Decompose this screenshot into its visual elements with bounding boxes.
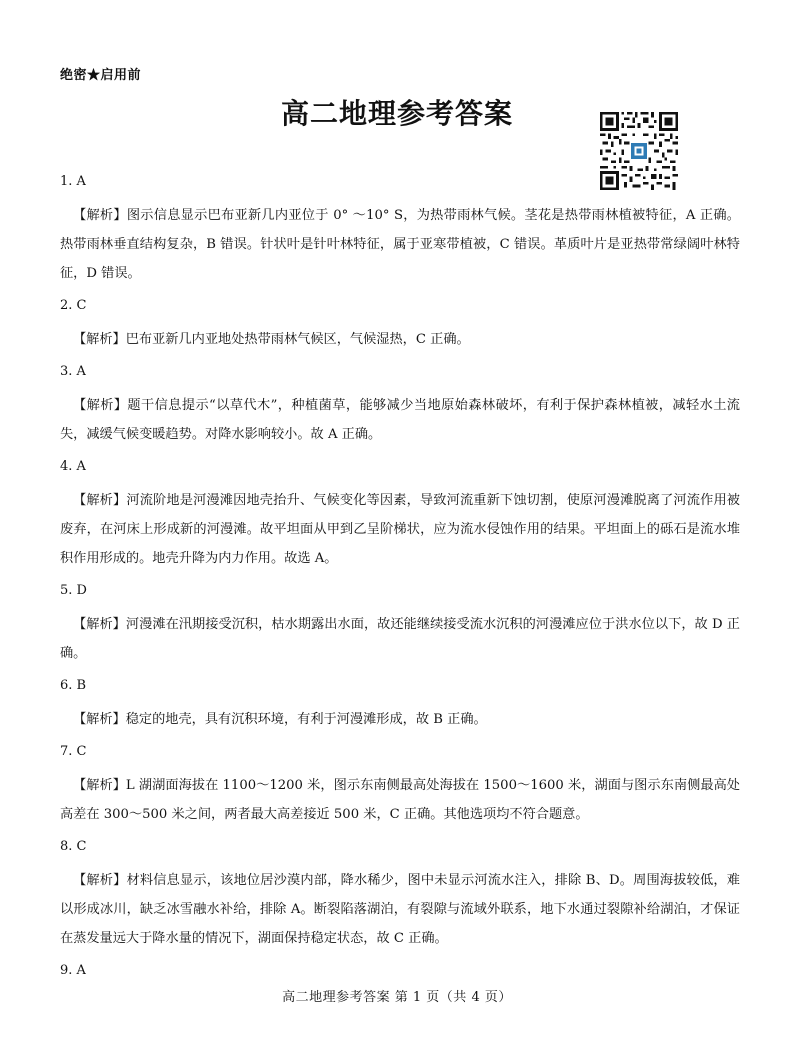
question-number-6: 6. B [60,678,87,693]
analysis-3: 【解析】题干信息提示“以草代木”，种植菌草，能够减少当地原始森林破坏，有利于保护森林植被，减轻水土流失，减缓气候变暖趋势。对降水影响较小。故 A 正确。 [60,398,740,442]
analysis-4: 【解析】河流阶地是河漫滩因地壳抬升、气候变化等因素，导致河流重新下蚀切割，使原河漫滩脱离了河流作用被废弃，在河床上形成新的河漫滩。故平坦面从甲到乙呈阶梯状，应为流水侵蚀作用的结果。平坦面上的砾石是流水堆积作用形成的。地壳升降为内力作用。故选 A。 [60,493,740,566]
question-number-8: 8. C [60,839,87,854]
question-number-5: 5. D [60,583,87,598]
question-number-4: 4. A [60,459,86,474]
question-number-3: 3. A [60,364,86,379]
page-title: 高二地理参考答案 [280,97,513,130]
question-number-9: 9. A [60,963,86,978]
analysis-5: 【解析】河漫滩在汛期接受沉积，枯水期露出水面，故还能继续接受流水沉积的河漫滩应位于洪水位以下，故 D 正确。 [60,617,740,661]
analysis-2: 【解析】巴布亚新几内亚地处热带雨林气候区，气候湿热，C 正确。 [73,332,470,347]
secret-label: 绝密★启用前 [60,68,142,83]
question-number-1: 1. A [60,174,86,189]
question-number-2: 2. C [60,298,87,313]
answer-list [60,172,740,990]
analysis-6: 【解析】稳定的地壳，具有沉积环境，有利于河漫滩形成，故 B 正确。 [73,712,487,727]
analysis-1: 【解析】图示信息显示巴布亚新几内亚位于 0° ～10° S，为热带雨林气候。茎花是热带雨林植被特征，A 正确。热带雨林垂直结构复杂，B 错误。针状叶是针叶林特征，属于亚寒带植被，C 错误。革质叶片是亚热带常绿阔叶林特征，D 错误。 [60,208,740,281]
question-number-7: 7. C [60,744,87,759]
analysis-7: 【解析】L 湖湖面海拔在 1100～1200 米，图示东南侧最高处海拔在 1500～1600 米，湖面与图示东南侧最高处高差在 300～500 米之间，两者最大高差接近 500 米，C 正确。其他选项均不符合题意。 [60,778,740,822]
analysis-8: 【解析】材料信息显示，该地位居沙漠内部，降水稀少，图中未显示河流水注入，排除 B、D。周围海拔较低，难以形成冰川，缺乏冰雪融水补给，排除 A。断裂陷落湖泊，有裂隙与流域外联系，地下水通过裂隙补给湖泊，才保证在蒸发量远大于降水量的情况下，湖面保持稳定状态，故 C 正确。 [60,873,740,946]
page-footer: 高二地理参考答案 第 1 页（共 4 页） [282,990,512,1005]
